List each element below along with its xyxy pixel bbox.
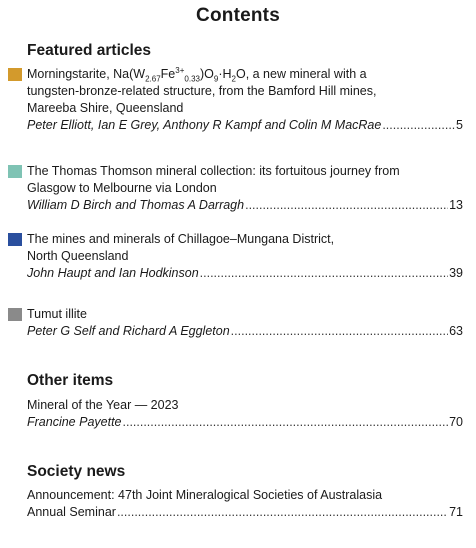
- article-title-line: Glasgow to Melbourne via London: [27, 181, 217, 195]
- formula-subscript: 9: [213, 74, 219, 84]
- color-swatch: [8, 68, 22, 81]
- formula-subscript: 2: [231, 74, 236, 84]
- section-heading-featured: Featured articles: [27, 42, 152, 59]
- formula-superscript: 3+: [175, 65, 185, 75]
- title-text: ·H: [218, 67, 232, 81]
- color-swatch: [8, 165, 22, 178]
- article-authors: Peter Elliott, Ian E Grey, Anthony R Kampf and Colin M MacRae: [27, 118, 382, 132]
- page-number: 63: [449, 324, 463, 338]
- section-heading-other: Other items: [27, 372, 114, 389]
- formula-subscript: 0.33: [184, 74, 200, 84]
- item-title: Mineral of the Year — 2023: [27, 398, 179, 412]
- color-swatch: [8, 233, 22, 246]
- page-number: 5: [456, 118, 463, 132]
- author-line: [27, 197, 463, 214]
- other-item-entry[interactable]: [27, 397, 463, 431]
- article-authors: William D Birch and Thomas A Darragh: [27, 198, 245, 212]
- article-title-line: Mareeba Shire, Queensland: [27, 101, 184, 115]
- title-text: )O: [199, 67, 214, 81]
- author-line: [27, 323, 463, 340]
- formula-subscript: 2.67: [145, 74, 161, 84]
- article-title-line: tungsten-bronze-related structure, from the Bamford Hill mines,: [27, 84, 377, 98]
- title-text: Fe: [160, 67, 176, 81]
- article-title: [27, 66, 463, 83]
- item-authors: Francine Payette: [27, 415, 122, 429]
- item-title-text: Annual Seminar: [27, 505, 116, 519]
- section-heading-society: Society news: [27, 463, 126, 480]
- item-title-line: [27, 504, 463, 521]
- dot-leader: [200, 265, 448, 282]
- dot-leader: [117, 504, 448, 521]
- dot-leader: [231, 323, 448, 340]
- article-title-line: Tumut illite: [27, 307, 87, 321]
- article-title-line: The Thomas Thomson mineral collection: its fortuitous journey from: [27, 164, 400, 178]
- page-number: 70: [449, 415, 463, 429]
- author-line: [27, 265, 463, 282]
- article-entry-2[interactable]: [27, 163, 463, 214]
- color-swatch: [8, 308, 22, 321]
- page-number: 13: [449, 198, 463, 212]
- article-entry-4[interactable]: [27, 306, 463, 340]
- article-authors: Peter G Self and Richard A Eggleton: [27, 324, 230, 338]
- author-line: [27, 414, 463, 431]
- title-text: Morningstarite, Na(W: [27, 67, 146, 81]
- author-line: [27, 117, 463, 134]
- page-title: Contents: [196, 5, 280, 26]
- dot-leader: [245, 197, 448, 214]
- item-title-line: Announcement: 47th Joint Mineralogical Societies of Australasia: [27, 488, 383, 502]
- society-news-entry[interactable]: [27, 487, 463, 521]
- dot-leader: [123, 414, 449, 431]
- article-title-line: North Queensland: [27, 249, 129, 263]
- page-number: 71: [449, 505, 463, 519]
- article-title-line: The mines and minerals of Chillagoe–Mungana District,: [27, 232, 335, 246]
- article-entry-3[interactable]: [27, 231, 463, 282]
- title-text: O, a new mineral with a: [235, 67, 367, 81]
- dot-leader: [382, 117, 455, 134]
- article-entry-1[interactable]: [27, 66, 463, 134]
- page-number: 39: [449, 266, 463, 280]
- article-authors: John Haupt and Ian Hodkinson: [27, 266, 199, 280]
